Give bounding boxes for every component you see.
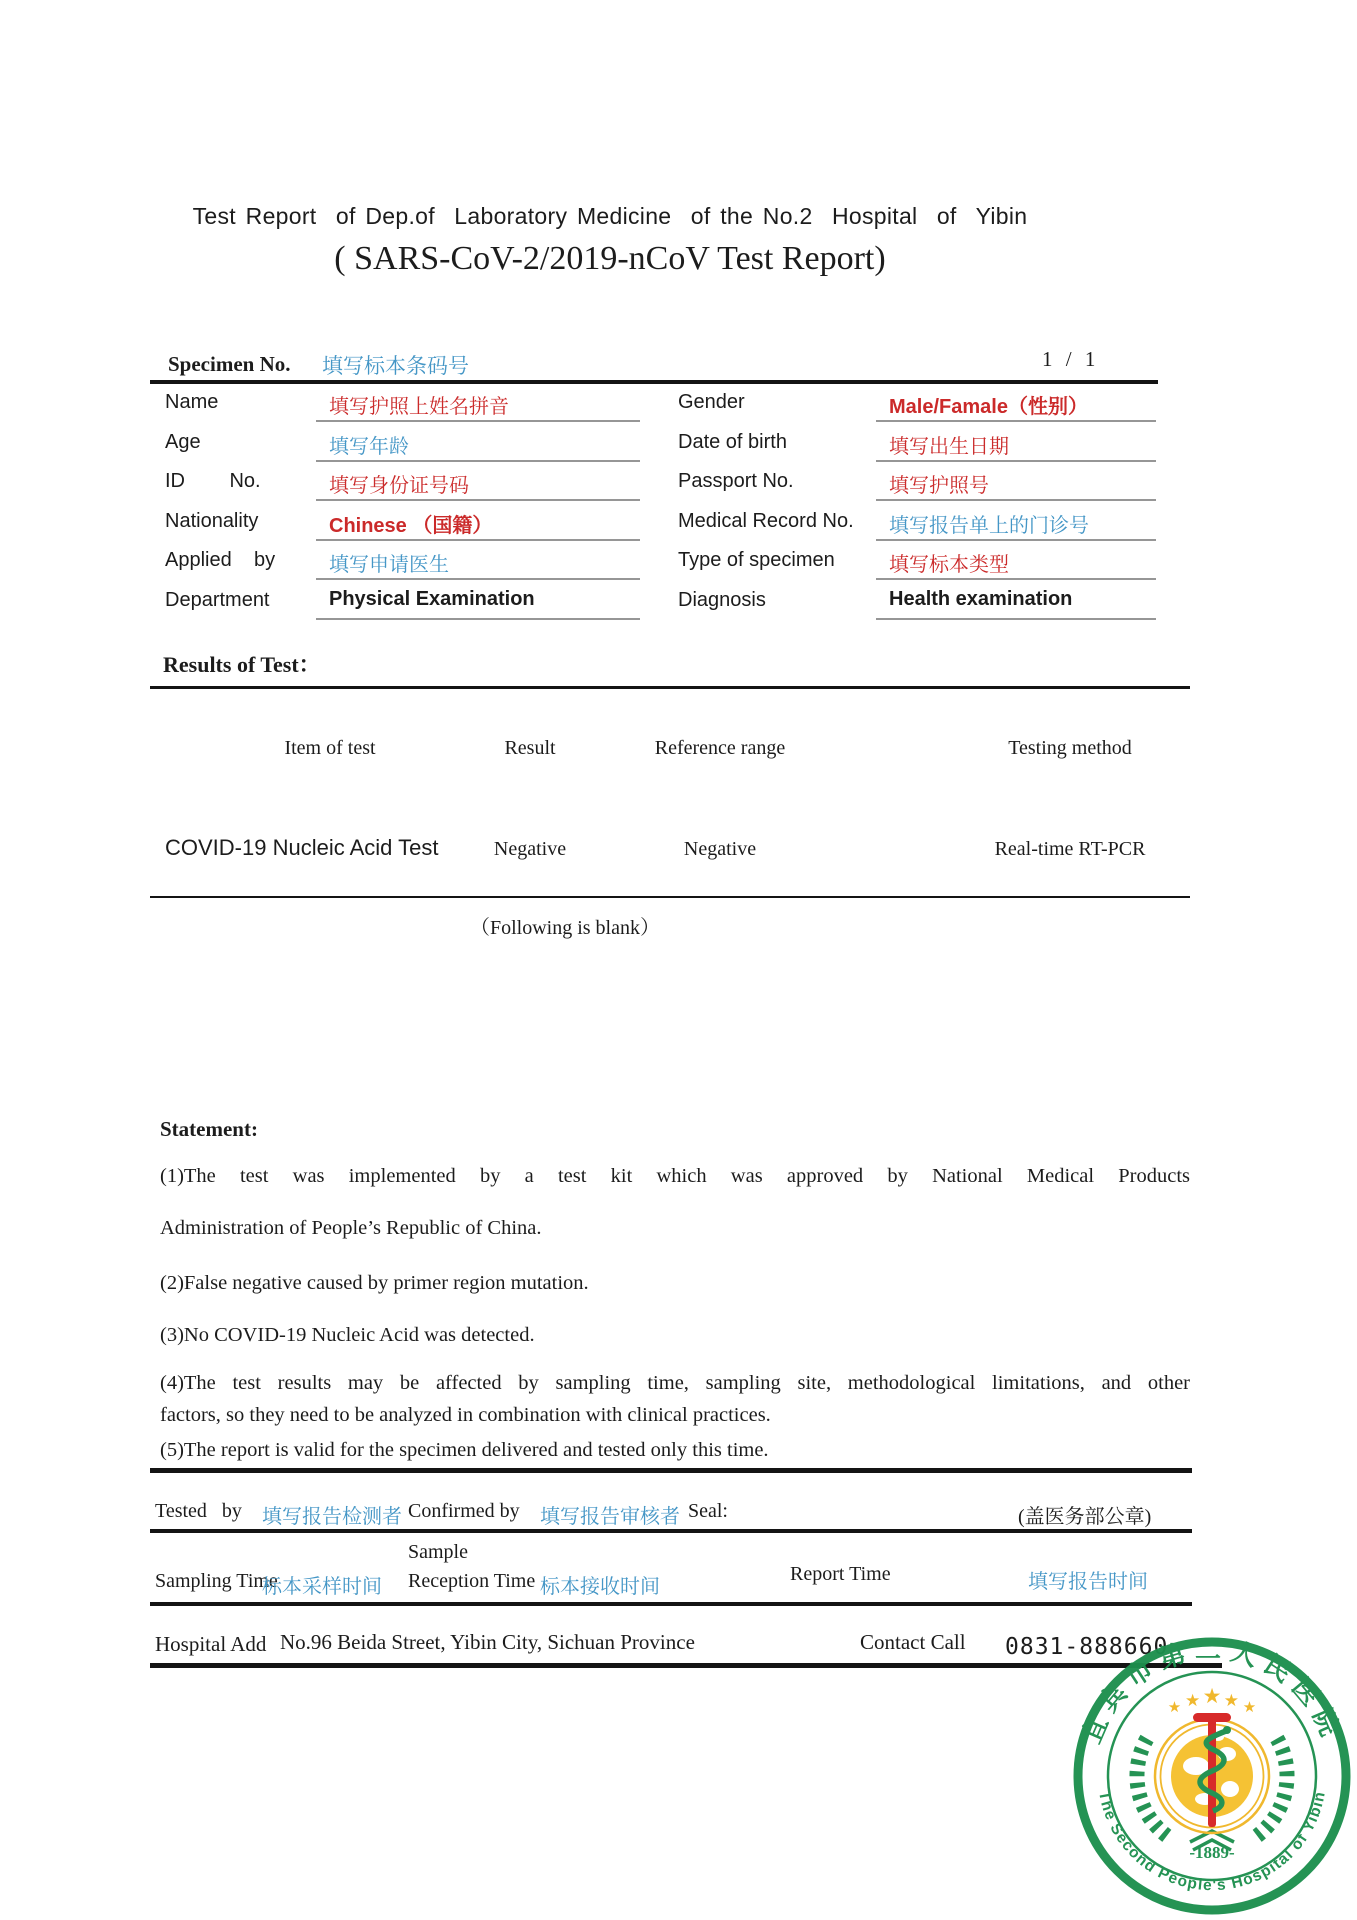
contact-call-label: Contact Call bbox=[860, 1630, 966, 1654]
medical-record-no-field bbox=[876, 503, 1156, 541]
department-value: Physical Examination bbox=[329, 587, 535, 610]
age-field bbox=[316, 424, 640, 462]
seal-chinese-text: 宜宾市第二人民医院 bbox=[1075, 1634, 1349, 1748]
sample-reception-label-line2: Reception Time bbox=[408, 1570, 536, 1592]
star-icon: ★ bbox=[1167, 1700, 1182, 1716]
report-subtitle: ( SARS-CoV-2/2019-nCoV Test Report) bbox=[334, 240, 886, 277]
divider-footer-3 bbox=[150, 1602, 1192, 1606]
globe-patch bbox=[1221, 1781, 1239, 1797]
statement-line: (2)False negative caused by primer region mutation. bbox=[160, 1272, 589, 1294]
id-no-value: 填写身份证号码 bbox=[329, 475, 469, 497]
star-icon: ★ bbox=[1184, 1691, 1201, 1710]
star-icon: ★ bbox=[1202, 1684, 1222, 1708]
passport-no-field bbox=[876, 463, 1156, 501]
passport-no-label: Passport No. bbox=[678, 470, 794, 492]
statement-line: (4)The test results may be affected by sampling time, sampling site, methodological limitations, and other bbox=[160, 1372, 1190, 1394]
sampling-time-value: 标本采样时间 bbox=[262, 1576, 382, 1598]
statement-line: (3)No COVID-19 Nucleic Acid was detected. bbox=[160, 1324, 535, 1346]
date-of-birth-field bbox=[876, 424, 1156, 462]
type-of-specimen-value: 填写标本类型 bbox=[889, 554, 1009, 576]
divider-results-bottom bbox=[150, 896, 1190, 898]
page-indicator: 1 / 1 bbox=[1042, 347, 1100, 371]
seal-label: Seal: bbox=[688, 1500, 728, 1522]
nationality-field bbox=[316, 503, 640, 541]
result-reference: Negative bbox=[683, 838, 757, 860]
sample-reception-label-line1: Sample bbox=[408, 1541, 468, 1563]
statement-heading: Statement: bbox=[160, 1117, 258, 1141]
result-item: COVID-19 Nucleic Acid Test bbox=[165, 835, 439, 860]
divider-results-top bbox=[150, 686, 1190, 689]
department-label: Department bbox=[165, 588, 270, 611]
confirmed-by-value: 填写报告审核者 bbox=[540, 1506, 680, 1528]
statement-line: Administration of People’s Republic of China. bbox=[160, 1217, 542, 1239]
tested-by-value: 填写报告检测者 bbox=[262, 1506, 402, 1528]
star-icon: ★ bbox=[1242, 1700, 1257, 1716]
col-result: Result bbox=[504, 737, 556, 759]
specimen-no-label: Specimen No. bbox=[168, 352, 291, 376]
divider-footer-4 bbox=[150, 1663, 1222, 1668]
name-value: 填写护照上姓名拼音 bbox=[329, 396, 509, 418]
statement-line: (5)The report is valid for the specimen delivered and tested only this time. bbox=[160, 1439, 769, 1461]
confirmed-by-label: Confirmed by bbox=[408, 1500, 520, 1522]
tested-by-label: Tested by bbox=[155, 1500, 242, 1522]
gender-label: Gender bbox=[678, 391, 745, 413]
divider-specimen bbox=[150, 380, 1158, 384]
age-value: 填写年龄 bbox=[329, 435, 409, 458]
seal-year: -1889- bbox=[1189, 1843, 1235, 1862]
id-no-label: ID No. bbox=[165, 470, 261, 492]
medical-record-no-value: 填写报告单上的门诊号 bbox=[889, 514, 1089, 537]
nationality-value: Chinese （国籍） bbox=[329, 514, 493, 537]
following-blank-note: （Following is blank） bbox=[469, 917, 660, 939]
age-label: Age bbox=[165, 430, 201, 453]
diagnosis-field bbox=[876, 582, 1156, 620]
hospital-address-label: Hospital Add bbox=[155, 1632, 267, 1656]
medical-record-no-label: Medical Record No. bbox=[678, 509, 854, 532]
form-row bbox=[0, 503, 1357, 543]
seal-note: (盖医务部公章) bbox=[1018, 1506, 1152, 1528]
report-title: Test Report of Dep.of Laboratory Medicine of the No.2 Hospital of Yibin bbox=[192, 203, 1028, 229]
gender-field bbox=[876, 384, 1156, 422]
department-field bbox=[316, 582, 640, 620]
specimen-no-value: 填写标本条码号 bbox=[322, 355, 469, 378]
report-time-label: Report Time bbox=[790, 1563, 891, 1585]
star-icon: ★ bbox=[1223, 1691, 1240, 1710]
statement-line: (1)The test was implemented by a test kit which was approved by National Medical Products bbox=[160, 1165, 1190, 1187]
result-value: Negative bbox=[493, 838, 567, 860]
sampling-time-label: Sampling Time bbox=[155, 1570, 278, 1592]
divider-footer-1 bbox=[150, 1468, 1192, 1473]
applied-by-value: 填写申请医生 bbox=[329, 554, 449, 576]
sample-reception-value: 标本接收时间 bbox=[540, 1576, 660, 1598]
contact-call-value: 0831-888660 bbox=[1005, 1634, 1169, 1660]
applied-by-label: Applied by bbox=[165, 549, 276, 571]
col-item-of-test: Item of test bbox=[284, 737, 376, 759]
id-no-field bbox=[316, 463, 640, 501]
diagnosis-value: Health examination bbox=[889, 587, 1073, 610]
form-row bbox=[0, 384, 1357, 424]
form-row bbox=[0, 424, 1357, 464]
diagnosis-label: Diagnosis bbox=[678, 588, 766, 611]
seal-english-text: The Second People's Hospital of Yibin bbox=[1095, 1789, 1329, 1895]
name-field bbox=[316, 384, 640, 422]
nationality-label: Nationality bbox=[165, 509, 259, 532]
hospital-seal bbox=[1072, 1634, 1357, 1920]
passport-no-value: 填写护照号 bbox=[889, 475, 989, 497]
form-row bbox=[0, 542, 1357, 582]
divider-footer-2 bbox=[150, 1529, 1192, 1533]
name-label: Name bbox=[165, 391, 219, 413]
hospital-address-value: No.96 Beida Street, Yibin City, Sichuan Province bbox=[280, 1630, 695, 1654]
date-of-birth-value: 填写出生日期 bbox=[889, 435, 1009, 458]
type-of-specimen-field bbox=[876, 542, 1156, 580]
date-of-birth-label: Date of birth bbox=[678, 430, 787, 453]
results-heading: Results of Test： bbox=[163, 652, 321, 677]
report-time-value: 填写报告时间 bbox=[1028, 1571, 1148, 1593]
form-row bbox=[0, 582, 1357, 622]
statement-line: factors, so they need to be analyzed in combination with clinical practices. bbox=[160, 1404, 771, 1426]
type-of-specimen-label: Type of specimen bbox=[678, 549, 835, 571]
col-reference-range: Reference range bbox=[654, 737, 786, 759]
result-method: Real-time RT-PCR bbox=[994, 838, 1146, 860]
col-testing-method: Testing method bbox=[1008, 737, 1132, 759]
form-row bbox=[0, 463, 1357, 503]
applied-by-field bbox=[316, 542, 640, 580]
gender-value: Male/Famale（性别） bbox=[889, 396, 1088, 418]
